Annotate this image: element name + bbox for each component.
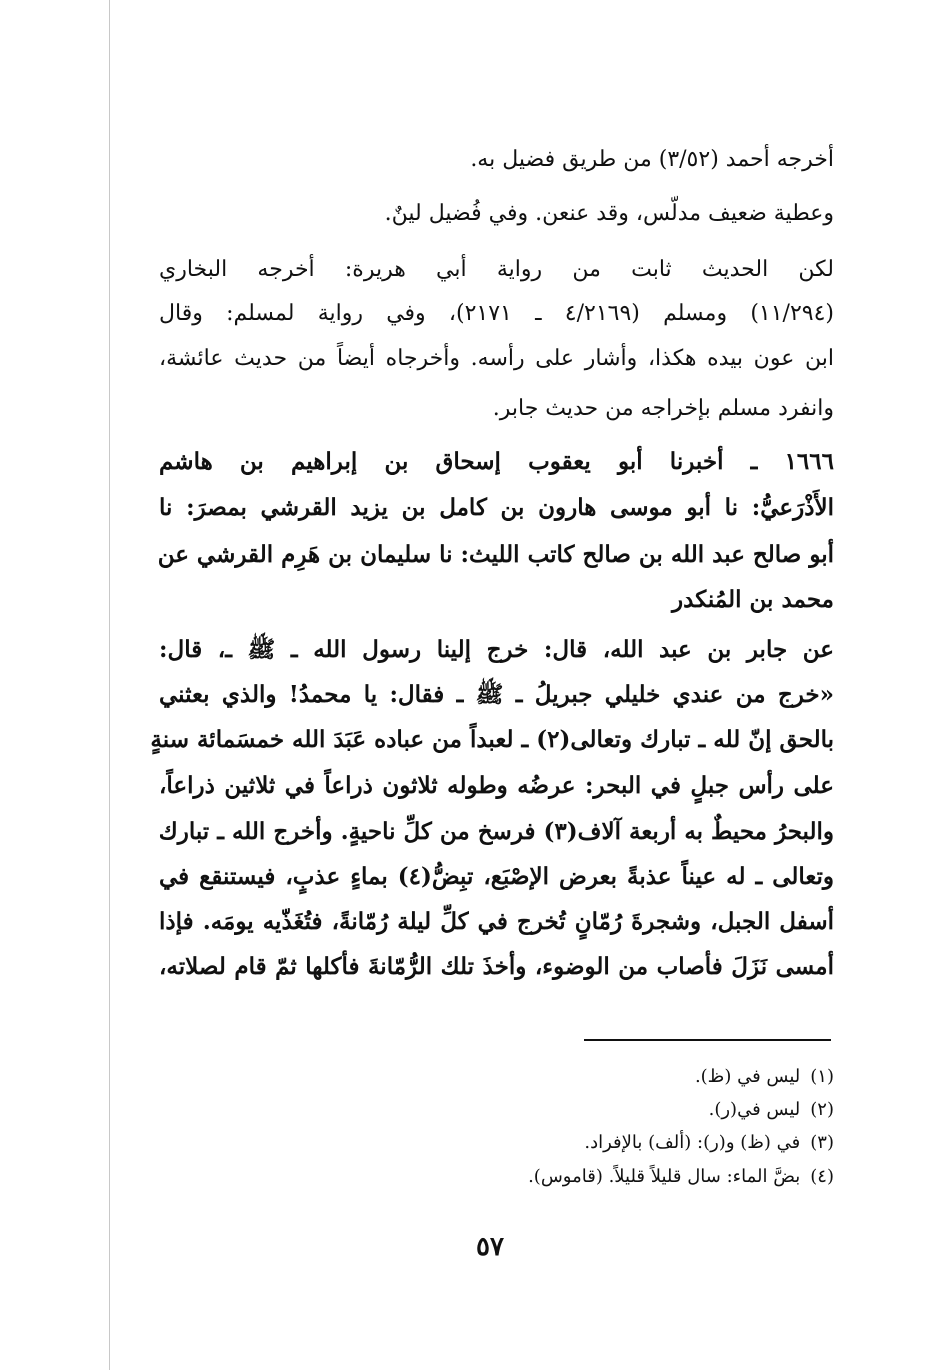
hadith-matn-line: أسفل الجبل، وشجرةَ رُمّانٍ تُخرج في كلِّ ليلة رُمّانةً، فتُغَذّيه يومَه. فإذا (159, 908, 834, 935)
footnote-text: ليس في(ر). (708, 1099, 801, 1120)
text-line: وانفرد مسلم بإخراجه من حديث جابر. (492, 396, 834, 421)
text-line: أخرجه أحمد (٣/٥٢) من طريق فضيل به. (470, 147, 834, 172)
hadith-matn-line: أمسى نَزَلَ فأصاب من الوضوء، وأخذَ تلك الرُّمّانةَ فأكلها ثمّ قام لصلاته، (159, 953, 834, 980)
footnote (695, 1065, 834, 1089)
hadith-matn-line: بالحق إنّ لله ـ تبارك وتعالى(٢) ـ لعبداً من عباده عَبَدَ الله خمسَمائة سنةٍ (150, 726, 834, 753)
text-line: (١١/٢٩٤) ومسلم (٤/٢١٦٩ ـ ٢١٧١)، وفي رواية لمسلم: وقال (159, 301, 834, 326)
hadith-matn-line: «خرج من عندي خليلي جبريلُ ـ ﷺ ـ فقال: يا محمدُ! والذي بعثني (159, 681, 834, 708)
hadith-matn-line: عن جابر بن عبد الله، قال: خرج إلينا رسول الله ـ ﷺ ـ، قال: (159, 636, 834, 663)
hadith-isnad-line: ١٦٦٦ ـ أخبرنا أبو يعقوب إسحاق بن إبراهيم بن هاشم (159, 448, 834, 475)
text-line: لكن الحديث ثابت من رواية أبي هريرة: أخرجه البخاري (159, 257, 834, 282)
page-number: ٥٧ (476, 1232, 504, 1262)
hadith-isnad-line: أبو صالح عبد الله بن صالح كاتب الليث: نا سليمان بن هَرِم القرشي عن (157, 541, 834, 568)
footnote-number: (١) (810, 1066, 834, 1087)
hadith-isnad-line: محمد بن المُنكدر (672, 586, 834, 613)
footnote-text: في (ظ) و(ر): (ألف) بالإفراد. (584, 1132, 801, 1153)
footnote (528, 1165, 834, 1189)
text-line: وعطية ضعيف مدلّس، وقد عنعن. وفي فُضيل لينٌ. (384, 201, 834, 226)
footnote-text: ليس في (ظ). (694, 1066, 801, 1087)
footnote (709, 1098, 834, 1122)
footnote-text: بضَّ الماء: سال قليلاً قليلاً. (قاموس). (528, 1166, 801, 1187)
footnote (584, 1131, 834, 1155)
text-line: ابن عون بيده هكذا، وأشار على رأسه. وأخرجاه أيضاً من حديث عائشة، (159, 346, 834, 371)
hadith-matn-line: على رأس جبلٍ في البحر: عرضُه وطوله ثلاثون ذراعاً في ثلاثين ذراعاً، (159, 772, 834, 799)
footnote-number: (٢) (810, 1099, 834, 1120)
hadith-isnad-line: الأَذْرَعيُّ: نا أبو موسى هارون بن كامل بن يزيد القرشي بمصرَ: نا (159, 494, 834, 521)
footnote-separator (584, 1039, 831, 1041)
footnote-number: (٣) (810, 1132, 834, 1153)
hadith-matn-line: وتعالى ـ له عيناً عذبةً بعرض الإصْبَع، تبِضُّ(٤) بماءٍ عذبٍ، فيستنقع في (159, 863, 834, 890)
hadith-matn-line: والبحرُ محيطٌ به أربعة آلاف(٣) فرسخ من كلِّ ناحيةٍ. وأخرج الله ـ تبارك (158, 818, 834, 845)
footnote-number: (٤) (810, 1166, 834, 1187)
